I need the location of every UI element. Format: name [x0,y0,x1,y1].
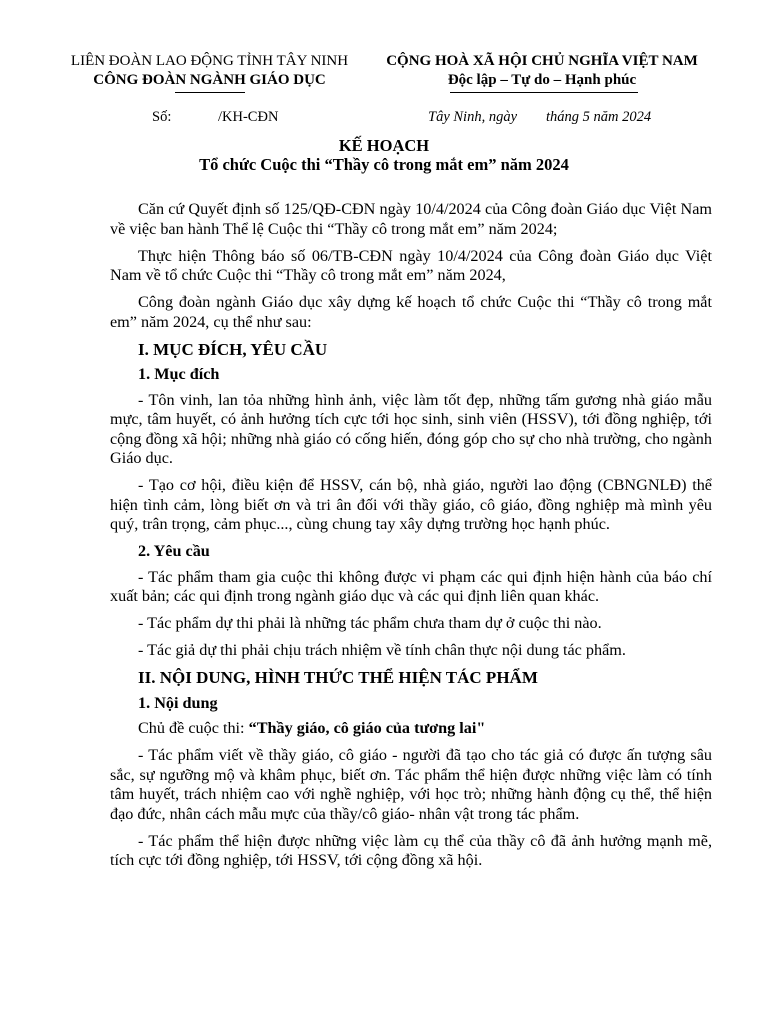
paragraph: Căn cứ Quyết định số 125/QĐ-CĐN ngày 10/4/2024 của Công đoàn Giáo dục Việt Nam về việc ban hành Thể lệ Cuộc thi “Thầy cô trong mắt em” năm 2024; [110,200,712,238]
doc-number-label: Số: [152,109,172,125]
paragraph: - Tác phẩm thể hiện được những việc làm cụ thể của thầy cô đã ảnh hưởng mạnh mẽ, tích cực tới đồng nghiệp, tới HSSV, tới cộng đồng xã hội. [110,831,712,869]
doc-subtitle: Tổ chức Cuộc thi “Thầy cô trong mắt em” năm 2024 [199,155,569,174]
paragraph: - Tác giả dự thi phải chịu trách nhiệm về tính chân thực nội dung tác phẩm. [138,641,626,659]
motto-underline [450,92,638,93]
national-header [372,52,712,90]
subsection-heading: 1. Nội dung [138,693,218,712]
issuer-underline [175,92,245,93]
theme-value: “Thầy giáo, cô giáo của tương lai" [248,719,486,737]
section-heading: II. NỘI DUNG, HÌNH THỨC THỂ HIỆN TÁC PHẨM [138,668,538,687]
theme-line [110,719,712,739]
paragraph: - Tạo cơ hội, điều kiện để HSSV, cán bộ, nhà giáo, người lao động (CBNGNLĐ) thể hiện tình cảm, lòng biết ơn và tri ân đối với thầy giáo, cô giáo, đồng nghiệp mà mình yêu quý, trân trọng, cảm phục..., cùng chung tay xây dựng trường học hạnh phúc. [110,476,712,533]
national-motto: Độc lập – Tự do – Hạnh phúc [447,72,637,88]
paragraph: Công đoàn ngành Giáo dục xây dựng kế hoạch tổ chức Cuộc thi “Thầy cô trong mắt em” năm 2024, cụ thể như sau: [110,293,712,331]
national-title: CỘNG HOÀ XÃ HỘI CHỦ NGHĨA VIỆT NAM [386,53,698,69]
issuer-parent-org: LIÊN ĐOÀN LAO ĐỘNG TỈNH TÂY NINH [70,53,349,69]
paragraph: - Tác phẩm tham gia cuộc thi không được vi phạm các qui định hiện hành của báo chí xuất bản; các qui định trong ngành giáo dục và các qui định liên quan khác. [110,567,712,605]
doc-title: KẾ HOẠCH [338,136,430,155]
issuer-block [62,52,357,90]
paragraph: - Tác phẩm dự thi phải là những tác phẩm chưa tham dự ở cuộc thi nào. [138,614,602,632]
section-heading: I. MỤC ĐÍCH, YÊU CẦU [138,339,328,359]
paragraph: - Tác phẩm viết về thầy giáo, cô giáo - người đã tạo cho tác giả có được ấn tượng sâu sắc, sự ngưỡng mộ và khâm phục, biết ơn. Tác phẩm thể hiện được những việc làm có tính tâm huyết, trách nhiệm cao với nghề nghiệp, với học trò; những hành động cụ thể, thể hiện đạo đức, nhân cách mẫu mực của thầy/cô giáo- nhân vật trong tác phẩm. [110,746,712,823]
place-date: Tây Ninh, ngày tháng 5 năm 2024 [428,109,652,125]
subsection-heading: 2. Yêu cầu [138,542,210,560]
paragraph: - Tôn vinh, lan tỏa những hình ảnh, việc làm tốt đẹp, những tấm gương nhà giáo mẫu mực, tâm huyết, có ảnh hưởng tích cực tới học sinh, sinh viên (HSSV), tới đồng nghiệp, tới cộng đồng xã hội; những nhà giáo có cống hiến, đóng góp cho sự cho nhà trường, cho ngành Giáo dục. [110,390,712,467]
theme-label: Chủ đề cuộc thi: [138,719,249,737]
issuer-org: CÔNG ĐOÀN NGÀNH GIÁO DỤC [93,72,326,88]
doc-number-code: /KH-CĐN [218,109,279,125]
subsection-heading: 1. Mục đích [138,365,220,383]
doc-body [110,200,712,878]
paragraph: Thực hiện Thông báo số 06/TB-CĐN ngày 10/4/2024 của Công đoàn Giáo dục Việt Nam về tổ chức Cuộc thi “Thầy cô trong mắt em” năm 2024, [110,246,712,284]
